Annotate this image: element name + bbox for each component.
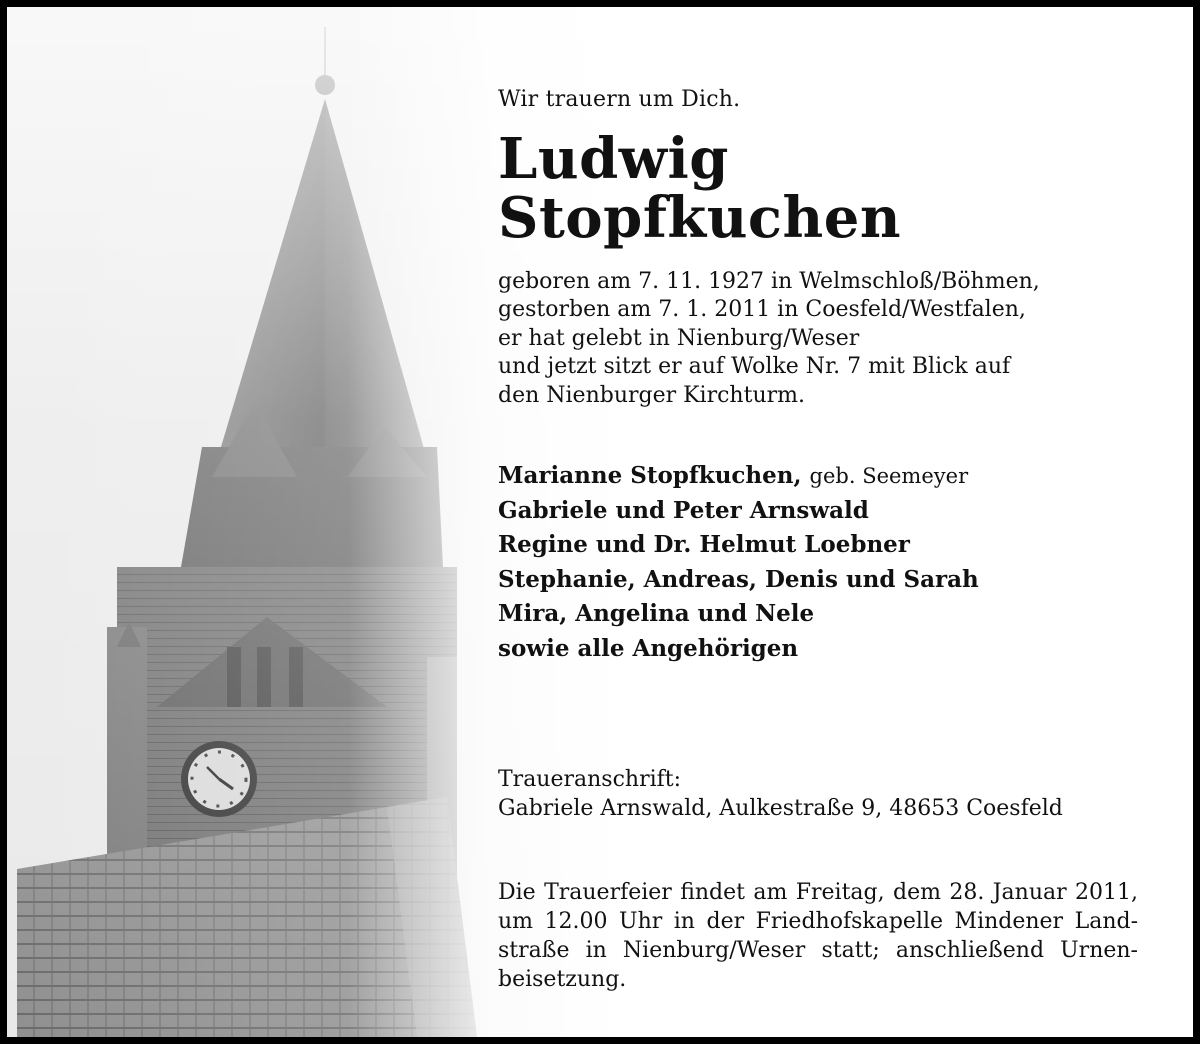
ceremony-line: Die Trauerfeier findet am Freitag, dem 28. Januar 2011, (498, 880, 1138, 905)
biography (498, 268, 1148, 411)
mourner-name: Marianne Stopfkuchen, (498, 462, 802, 489)
bio-line: gestorben am 7. 1. 2011 in Coesfeld/Westfalen, (498, 297, 1026, 323)
mourner-line: Regine und Dr. Helmut Loebner (498, 531, 910, 558)
address-label: Traueranschrift: (498, 767, 682, 792)
mourner-line (498, 459, 1148, 494)
ceremony-info (498, 878, 1138, 994)
maiden-name: geb. Seemeyer (809, 464, 969, 488)
address-value: Gabriele Arnswald, Aulkestraße 9, 48653 Coesfeld (498, 796, 1063, 821)
bio-line: und jetzt sitzt er auf Wolke Nr. 7 mit Blick auf (498, 354, 1011, 380)
mourner-line: Gabriele und Peter Arnswald (498, 496, 869, 524)
ceremony-line: straße in Nienburg/Weser statt; anschließend Urnen- (498, 938, 1138, 963)
intro-line: Wir trauern um Dich. (498, 87, 741, 112)
bio-line: geboren am 7. 11. 1927 in Welmschloß/Böhmen, (498, 268, 1040, 294)
mourner-line: sowie alle Angehörigen (498, 634, 799, 662)
bio-line: den Nienburger Kirchturm. (498, 382, 805, 408)
mourner-line: Stephanie, Andreas, Denis und Sarah (498, 565, 979, 593)
ceremony-line: beisetzung. (498, 967, 627, 992)
deceased-name: Ludwig Stopfkuchen (498, 126, 902, 251)
mourning-address (498, 765, 1063, 823)
mourners-list (498, 459, 1148, 666)
mourner-line: Mira, Angelina und Nele (498, 600, 815, 627)
notice-header (498, 87, 1148, 411)
bio-line: er hat gelebt in Nienburg/Weser (498, 325, 860, 351)
ceremony-line: um 12.00 Uhr in der Friedhofskapelle Mindener Land- (498, 909, 1138, 934)
